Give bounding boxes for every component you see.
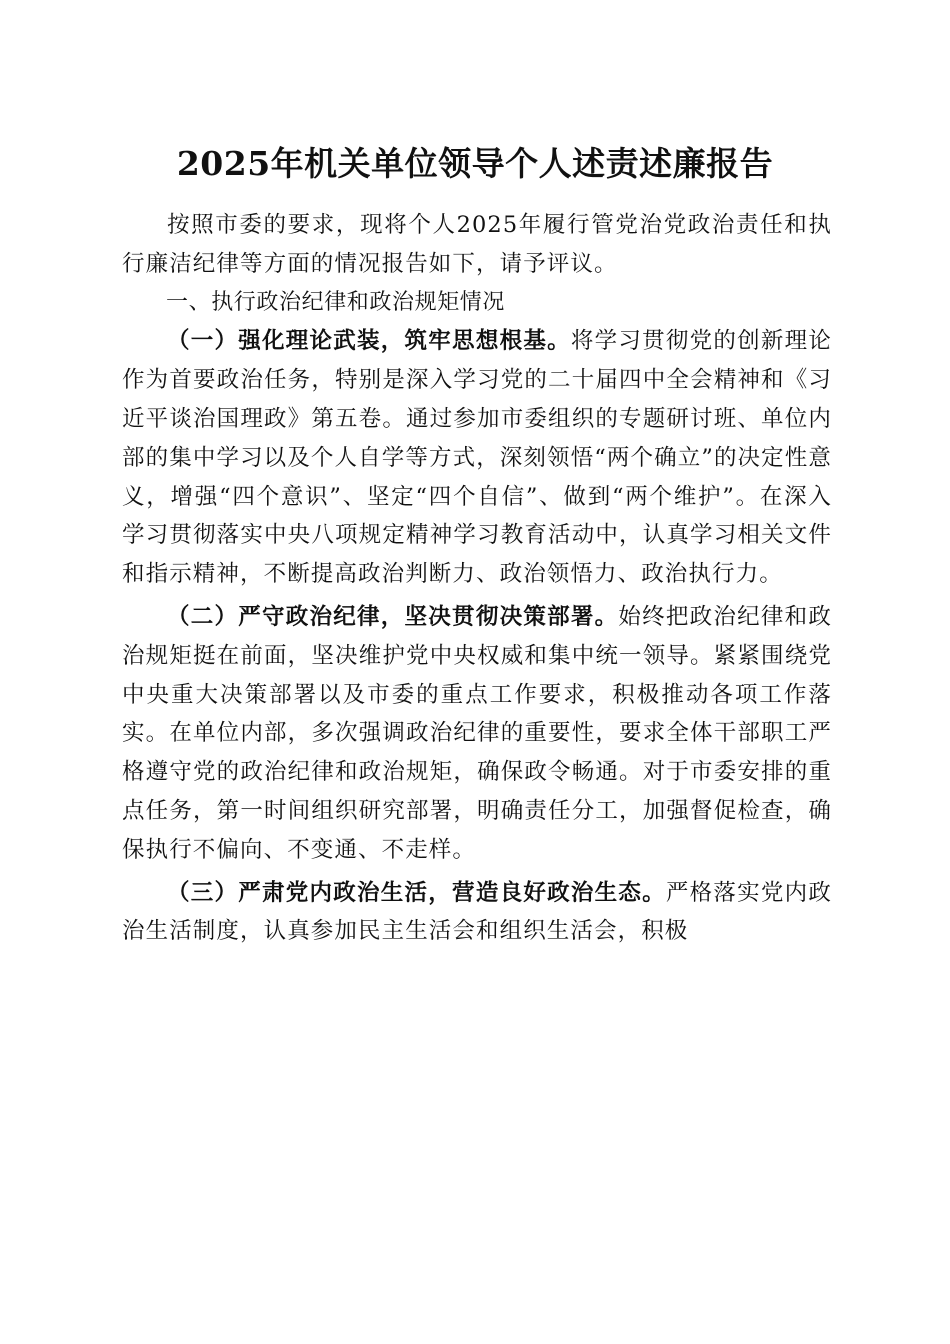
paragraph-item-1 [122, 322, 832, 594]
document-title: 2025年机关单位领导个人述责述廉报告 [176, 144, 774, 183]
document-body [122, 206, 832, 951]
item-1-text: 将学习贯彻党的创新理论作为首要政治任务，特别是深入学习党的二十届四中全会精神和《习近平谈治国理政》第五卷。通过参加市委组织的专题研讨班、单位内部的集中学习以及个人自学等方式，深刻领悟“两个确立”的决定性意义，增强“四个意识”、坚定“四个自信”、做到“两个维护”。在深入学习贯彻落实中央八项规定精神学习教育活动中，认真学习相关文件和指示精神，不断提高政治判断力、政治领悟力、政治执行力。 [122, 328, 832, 588]
item-3-text: 严格落实党内政治生活制度，认真参加民主生活会和组织生活会，积极 [122, 879, 832, 945]
item-3-lead: （三）严肃党内政治生活，营造良好政治生态。 [167, 879, 666, 906]
item-2-text: 始终把政治纪律和政治规矩挺在前面，坚决维护党中央权威和集中统一领导。紧紧围绕党中央重大决策部署以及市委的重点工作要求，积极推动各项工作落实。在单位内部，多次强调政治纪律的重要性，要求全体干部职工严格遵守党的政治纪律和政治规矩，确保政令畅通。对于市委安排的重点任务，第一时间组织研究部署，明确责任分工，加强督促检查，确保执行不偏向、不变通、不走样。 [122, 603, 833, 863]
section-heading: 一、执行政治纪律和政治规矩情况 [166, 289, 506, 315]
paragraph-item-2 [122, 598, 832, 870]
item-1-lead: （一）强化理论武装，筑牢思想根基。 [167, 328, 571, 355]
paragraph-item-3 [122, 874, 832, 952]
intro-paragraph: 按照市委的要求，现将个人2025年履行管党治党政治责任和执行廉洁纪律等方面的情况报告如下，请予评议。 [122, 212, 832, 277]
item-2-lead: （二）严守政治纪律，坚决贯彻决策部署。 [167, 603, 619, 630]
